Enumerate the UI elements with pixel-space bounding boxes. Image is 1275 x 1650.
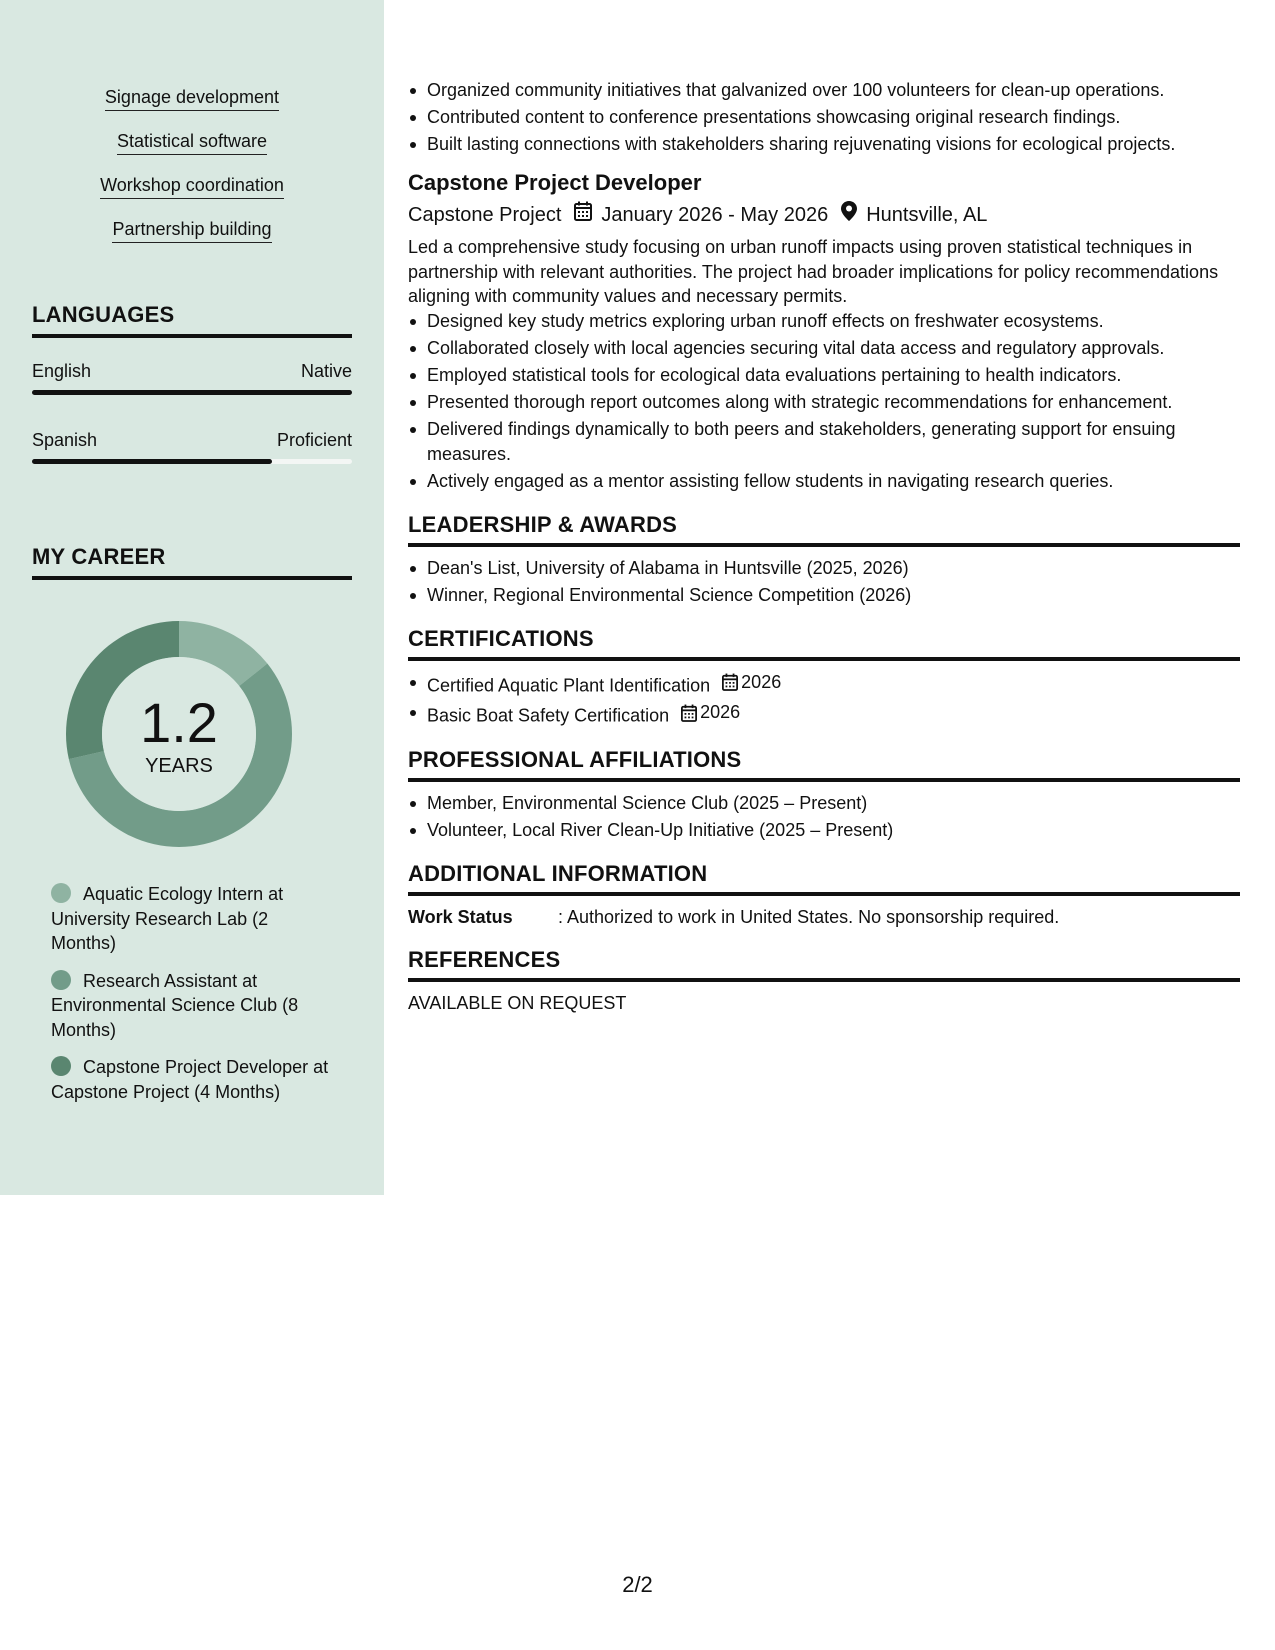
main-content: [408, 78, 1240, 1015]
certification-name: Basic Boat Safety Certification: [427, 705, 670, 726]
affiliations-list: [408, 791, 1240, 843]
list-item: Member, Environmental Science Club (2025 – Present): [408, 791, 1240, 816]
list-item: Collaborated closely with local agencies securing vital data access and regulatory approvals.: [408, 336, 1240, 361]
career-total-value: 1.2: [140, 691, 218, 754]
language-level: Native: [300, 361, 352, 381]
languages-heading: LANGUAGES: [32, 302, 352, 338]
legend-dot: [51, 883, 71, 903]
calendar-icon: [574, 201, 592, 228]
affiliations-heading: PROFESSIONAL AFFILIATIONS: [408, 747, 1240, 782]
list-item: Contributed content to conference presentations showcasing original research findings.: [408, 105, 1240, 130]
certification-year: 2026: [741, 671, 782, 692]
certification-year: 2026: [700, 702, 741, 722]
location-pin-icon: [841, 201, 857, 228]
career-legend-text: Capstone Project Developer at Capstone Project (4 Months): [51, 1057, 329, 1102]
career-heading: MY CAREER: [32, 544, 352, 580]
job-bullets: [408, 309, 1240, 494]
career-legend: [51, 882, 331, 1117]
job-company: Capstone Project: [408, 203, 562, 226]
skill-item: Workshop coordination: [100, 174, 284, 199]
job-meta: [408, 201, 1240, 228]
career-total-unit: YEARS: [145, 755, 213, 777]
calendar-icon: [681, 704, 697, 722]
proficiency-bar: [32, 390, 352, 395]
page-number: 2/2: [622, 1572, 653, 1597]
career-donut-chart: [66, 621, 292, 847]
job-dates: January 2026 - May 2026: [601, 203, 829, 226]
language-name: English: [32, 361, 92, 381]
language-name: Spanish: [32, 430, 98, 450]
references-text: AVAILABLE ON REQUEST: [408, 992, 627, 1013]
certifications-list: [408, 670, 1240, 729]
skill-item: Signage development: [105, 86, 279, 111]
job-description: Led a comprehensive study focusing on urban runoff impacts using proven statistical techniques in partnership with relevant authorities. The project had broader implications for policy recommendations aligning with community values and necessary permits.: [408, 237, 1219, 306]
list-item: Built lasting connections with stakeholders sharing rejuvenating visions for ecological projects.: [408, 132, 1240, 157]
sidebar: [0, 0, 384, 1195]
job-title: Capstone Project Developer: [408, 170, 702, 195]
career-legend-item: [51, 882, 331, 956]
skill-item: Partnership building: [112, 218, 271, 243]
language-english: [32, 360, 352, 395]
list-item: [408, 700, 1240, 729]
list-item: Presented thorough report outcomes along with strategic recommendations for enhancement.: [408, 390, 1240, 415]
work-status-row: [408, 905, 1240, 929]
awards-list: [408, 556, 1240, 608]
proficiency-bar: [32, 459, 352, 464]
list-item: Volunteer, Local River Clean-Up Initiative (2025 – Present): [408, 818, 1240, 843]
list-item: [408, 670, 1240, 699]
calendar-icon: [722, 673, 738, 691]
certification-name: Certified Aquatic Plant Identification: [427, 675, 711, 695]
list-item: Winner, Regional Environmental Science Competition (2026): [408, 583, 1240, 608]
proficiency-fill: [32, 390, 352, 395]
list-item: Dean's List, University of Alabama in Huntsville (2025, 2026): [408, 556, 1240, 581]
career-legend-item: [51, 969, 331, 1043]
awards-heading: LEADERSHIP & AWARDS: [408, 512, 1240, 547]
legend-dot: [51, 1056, 71, 1076]
previous-job-bullets: [408, 78, 1240, 157]
list-item: Actively engaged as a mentor assisting fellow students in navigating research queries.: [408, 469, 1240, 494]
skills-list: [0, 86, 384, 262]
list-item: Designed key study metrics exploring urban runoff effects on freshwater ecosystems.: [408, 309, 1240, 334]
skill-item: Statistical software: [117, 130, 267, 155]
language-level: Proficient: [276, 430, 352, 450]
legend-dot: [51, 970, 71, 990]
job-location: Huntsville, AL: [866, 203, 988, 226]
career-legend-text: Research Assistant at Environmental Science Club (8 Months): [51, 970, 299, 1040]
work-status-label: Work Status: [408, 906, 513, 927]
list-item: Delivered findings dynamically to both peers and stakeholders, generating support for ensuing measures.: [408, 417, 1240, 467]
career-legend-item: [51, 1055, 331, 1104]
certifications-heading: CERTIFICATIONS: [408, 626, 1240, 661]
additional-info-heading: ADDITIONAL INFORMATION: [408, 861, 1240, 896]
work-status-value: : Authorized to work in United States. No sponsorship required.: [558, 906, 1060, 927]
language-spanish: [32, 429, 352, 464]
career-legend-text: Aquatic Ecology Intern at University Research Lab (2 Months): [51, 884, 284, 953]
list-item: Organized community initiatives that galvanized over 100 volunteers for clean-up operations.: [408, 78, 1240, 103]
proficiency-fill: [32, 459, 272, 464]
references-heading: REFERENCES: [408, 947, 1240, 982]
list-item: Employed statistical tools for ecological data evaluations pertaining to health indicators.: [408, 363, 1240, 388]
